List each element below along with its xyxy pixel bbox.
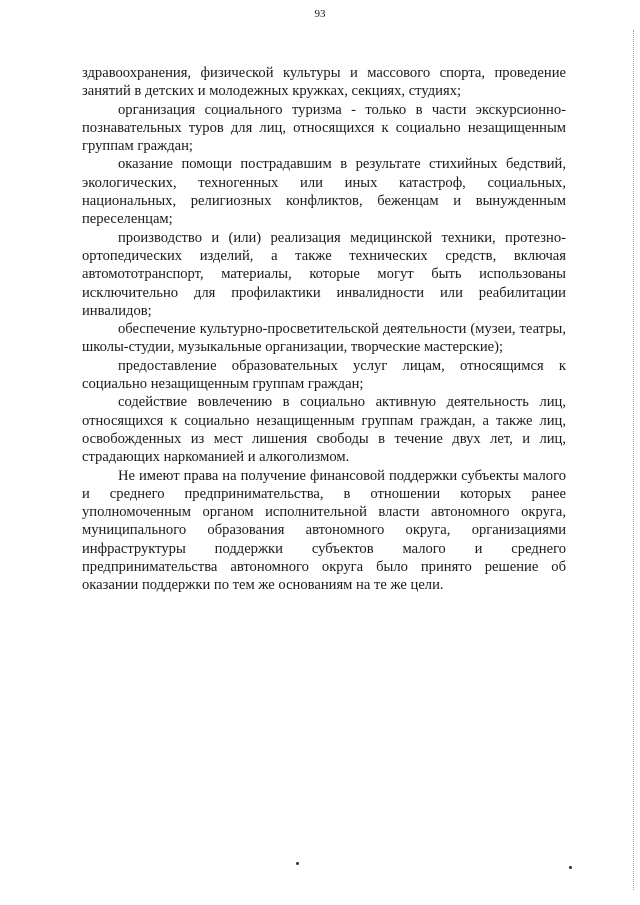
scan-speck <box>296 862 299 865</box>
page-number: 93 <box>314 8 326 20</box>
paragraph-educational-services: предоставление образовательных услуг лицам, относящимся к социально незащищенным группам граждан; <box>82 357 566 393</box>
paragraph-social-tourism: организация социального туризма - только в части экскурсионно-познавательных туров для лиц, относящихся к социально незащищенным группам граждан; <box>82 101 566 155</box>
paragraph-continuation: здравоохранения, физической культуры и массового спорта, проведение занятий в детских и молодежных кружках, секциях, студиях; <box>82 65 566 100</box>
scan-edge-line <box>632 30 634 890</box>
paragraph-medical-equipment: производство и (или) реализация медицинской техники, протезно-ортопедических изделий, а также технических средств, включая автомототранспорт, материалы, которые могут быть использованы исключительно для профилактики инвалидности или реабилитации инвалидов; <box>82 229 566 319</box>
scan-speck <box>569 866 572 869</box>
paragraph-disaster-assistance: оказание помощи пострадавшим в результате стихийных бедствий, экологических, техногенных или иных катастроф, социальных, национальных, религиозных конфликтов, беженцам и вынужденным переселенцам; <box>82 156 566 228</box>
paragraph-cultural-activities: обеспечение культурно-просветительской деятельности (музеи, театры, школы-студии, музыкальные организации, творческие мастерские); <box>82 321 566 356</box>
document-body <box>82 64 566 595</box>
paragraph-social-involvement: содействие вовлечению в социально активную деятельность лиц, относящихся к социально незащищенным группам граждан, а также лиц, освобожденных из мест лишения свободы в течение двух лет, и лиц, страдающих наркоманией и алкоголизмом. <box>82 394 566 466</box>
paragraph-support-restrictions: Не имеют права на получение финансовой поддержки субъекты малого и среднего предпринимательства, в отношении которых ранее уполномоченным органом исполнительной власти автономного округа, муниципального образования автономного округа, организациями инфраструктуры поддержки субъектов малого и среднего предпринимательства автономного округа было принято решение об оказании поддержки по тем же основаниям на те же цели. <box>82 467 566 594</box>
